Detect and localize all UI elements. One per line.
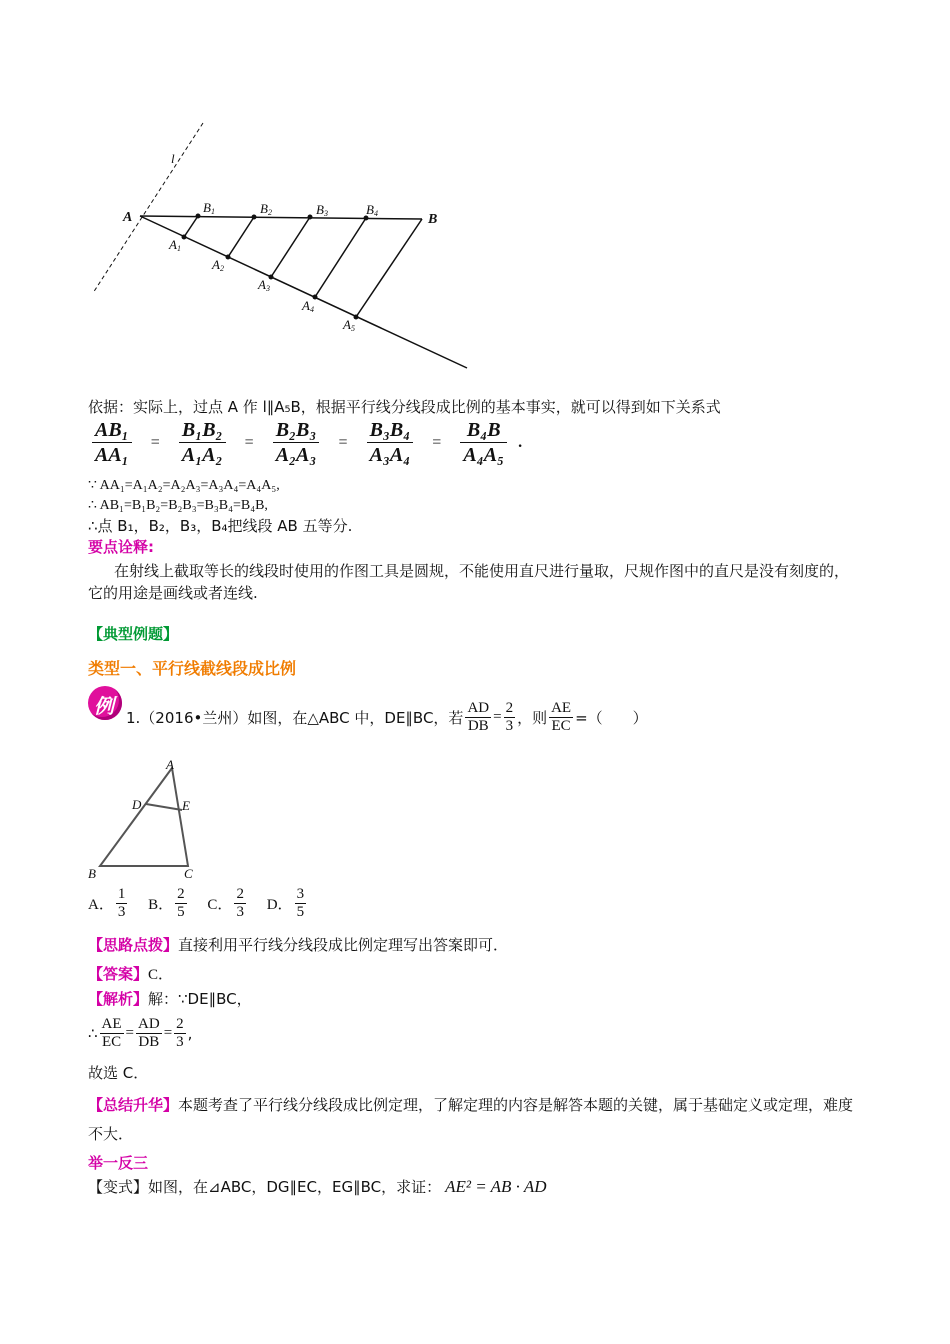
section-type1: 类型一、平行线截线段成比例 (88, 659, 297, 678)
example1-given-ratio: $\frac{AD}{DB}$ (467, 700, 490, 734)
hint-tag: 【思路点拨】 (88, 936, 179, 954)
keypoint-title: 要点诠释: (88, 538, 154, 556)
hint-line (88, 935, 508, 955)
ratio-fraction-5: $\frac{\text{B₄B}}{\text{A₄A₅}}$ (460, 418, 507, 467)
practice-title: 举一反三 (88, 1154, 149, 1172)
label-a4: A4 (302, 298, 314, 314)
choice-a[interactable]: A． $\frac{1}{3}$ (88, 886, 126, 920)
choice-d[interactable]: D． $\frac{3}{5}$ (266, 886, 305, 920)
ratio-fraction-4: $\frac{\text{B₃B₄}}{\text{A₃A₄}}$ (367, 418, 414, 467)
parallel-a4b4 (315, 218, 366, 297)
practice-line (88, 1177, 546, 1197)
practice-text: 如图，在⊿ABC，DG∥EC，EG∥BC，求证： (148, 1178, 442, 1196)
proof-line-2: ∴ AB₁=B₁B₂=B₂B₃=B₃B₄=B₄B, (88, 498, 268, 513)
parallel-a5b (356, 219, 422, 317)
ray-a (140, 216, 467, 368)
label-tri-e: E (182, 798, 190, 813)
hint-text: 直接利用平行线分线段成比例定理写出答案即可． (178, 936, 509, 954)
summary-tag: 【总结升华】 (88, 1096, 179, 1114)
example1-asked-ratio: $\frac{AE}{EC}$ (551, 700, 572, 734)
label-b1: B1 (203, 200, 215, 216)
parallel-a1b1 (184, 216, 198, 237)
analysis-text: 解：∵DE∥BC， (148, 990, 252, 1008)
proof-line-1: ∵ AA₁=A₁A₂=A₂A₃=A₃A₄=A₄A₅, (88, 478, 280, 493)
label-a1: A1 (169, 237, 181, 253)
parallel-a2b2 (228, 217, 254, 257)
line-l (93, 123, 203, 293)
example1-question: 1.（2016•兰州）如图，在△ABC 中，DE∥BC，若 $\frac{AD}{DB}$ = $\frac{2}{3}$ ，则 $\frac{AE}{EC}$ =（ ） (126, 700, 648, 734)
analysis-choose: 故选 C． (88, 1064, 149, 1082)
label-a: A (123, 210, 133, 225)
answer-text: C． (148, 967, 174, 983)
example-badge: 例 (88, 686, 122, 720)
practice-formula: AE² = AB · AD (445, 1177, 547, 1196)
summary (88, 1091, 858, 1149)
answer-line (88, 964, 173, 985)
segment-ab (140, 216, 422, 219)
label-tri-c: C (184, 866, 193, 881)
ratio-fraction-1: $\frac{\text{AB₁}}{\text{AA₁}}$ (92, 418, 132, 467)
answer-tag: 【答案】 (88, 965, 149, 983)
figure-segment-division (85, 115, 485, 380)
label-b2: B2 (260, 201, 272, 217)
label-a5: A5 (343, 317, 355, 333)
keypoint-body: 在射线上截取等长的线段时使用的作图工具是圆规，不能使用直尺进行量取，尺规作图中的直尺是没有刻度的，它的用途是画线或者连线. (88, 562, 850, 602)
label-b: B (428, 212, 438, 227)
label-b3: B3 (316, 202, 328, 218)
choice-c[interactable]: C． $\frac{2}{3}$ (207, 886, 244, 920)
analysis-line (88, 989, 252, 1009)
ratio-chain: $\frac{\text{AB₁}}{\text{AA₁}}$ = $\frac{\text{B₁B₂}}{\text{A₁A₂}}$ = $\frac{\text{B₂B₃}}{\text{A₂A₃}}$ = $\frac{\text{B₃B₄}}{\text{A₃A₄}}$ = $\frac{\text{B₄B}}{\text{A₄A₅}}$ . (88, 418, 532, 470)
example1-given-value: $\frac{2}{3}$ (505, 700, 514, 734)
parallel-a3b3 (271, 217, 310, 277)
practice-tag: 【变式】 (88, 1178, 149, 1196)
choices (88, 886, 308, 921)
label-a2: A2 (212, 257, 224, 273)
analysis-equation: ∴ $\frac{AE}{EC}$ = $\frac{AD}{DB}$ = $\frac{2}{3}$ , (88, 1016, 193, 1050)
label-tri-a: A (166, 757, 174, 772)
label-tri-b: B (88, 866, 96, 881)
summary-text: 本题考查了平行线分线段成比例定理，了解定理的内容是解答本题的关键，属于基础定义或定理，难度不大． (88, 1096, 854, 1143)
proof-line-3: ∴点 B₁，B₂，B₃，B₄把线段 AB 五等分. (88, 517, 353, 535)
label-l: l (171, 151, 175, 166)
figure-triangle (84, 754, 214, 884)
basis-text: 依据：实际上，过点 A 作 l∥A₅B，根据平行线分线段成比例的基本事实，就可以得到如下关系式 (88, 398, 721, 416)
section-typical: 【典型例题】 (88, 625, 179, 643)
ratio-fraction-2: $\frac{\text{B₁B₂}}{\text{A₁A₂}}$ (179, 418, 226, 467)
label-b4: B4 (366, 202, 378, 218)
ratio-fraction-3: $\frac{\text{B₂B₃}}{\text{A₂A₃}}$ (273, 418, 320, 467)
label-a3: A3 (258, 277, 270, 293)
label-tri-d: D (132, 797, 142, 812)
analysis-tag: 【解析】 (88, 990, 149, 1008)
choice-b[interactable]: B． $\frac{2}{5}$ (148, 886, 185, 920)
